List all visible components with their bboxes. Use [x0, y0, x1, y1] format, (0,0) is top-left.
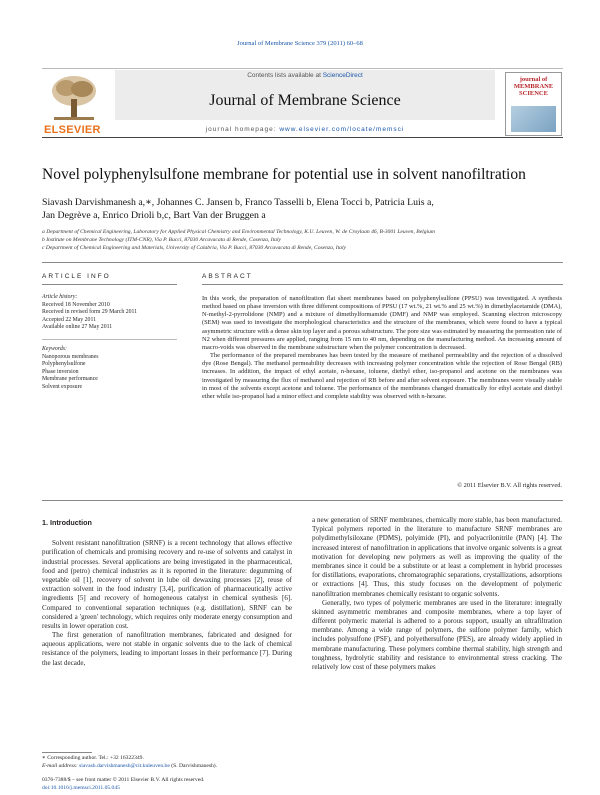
doi-link[interactable]: doi:10.1016/j.memsci.2011.05.045	[42, 785, 120, 791]
keyword: Solvent exposure	[42, 383, 83, 390]
history-item: Accepted 22 May 2011	[42, 316, 97, 323]
affiliation: a Department of Chemical Engineering, Laboratory for Applied Physical Chemistry and Environmental Technology, K.U. Leuven, W. de Croylaan 46, B-3001 Leuven, Belgium	[42, 229, 435, 235]
contents-prefix: Contents lists available at	[247, 72, 323, 79]
email-link[interactable]: siavash.darvishmanesh@cit.kuleuven.be	[79, 763, 170, 769]
history-item: Received in revised form 29 March 2011	[42, 309, 138, 316]
abstract-paragraph: The performance of the prepared membranes has been tested by the measure of methanol permeability and the rejection of a dissolved dye (Rose Bengal). The methanol permeability decreases with increasing polymer concentration while the rejection of Rose Bengal (RB) increases. In addition, the impact of ethyl acetate, n-hexane, toluene, diethyl ether, iso-propanol and acetone on the membranes was investigated by measuring the flux of methanol and rejection of RB before and after solvent exposure. The membranes were visually stable in most of the solvents except acetone and toluene. The performance of the membranes changed dramatically for ethyl acetate and diethyl ether while iso-propanol had a minor effect and complete stability was observed with n-hexane.	[202, 352, 562, 400]
article-title: Novel polyphenylsulfone membrane for potential use in solvent nanofiltration	[42, 166, 526, 183]
journal-name: Journal of Membrane Science	[209, 92, 401, 109]
journal-citation[interactable]: Journal of Membrane Science 379 (2011) 60–68	[237, 40, 363, 47]
body-paragraph: Generally, two types of polymeric membranes are used in the literature: integrally skinned asymmetric membranes and composite membranes, where a top layer of different polymeric material is adhered to a porous support, usually an ultrafiltration membrane. Among a wide range of polymers, the sulfone polymer family, which includes polysulfone (PSF), and polyethersulfone (PES), are already widely applied in membrane manufacturing. These polymers combine thermal stability, high strength and toughness, hydrolytic stability and resistance to environmental stress cracking. The relatively low cost of these polymers makes	[312, 598, 562, 671]
keyword: Phase inversion	[42, 368, 79, 375]
affiliation: b Institute on Membrane Technology (ITM-CNR), Via P. Bucci, 87030 Arcavacata di Rende, Cosenza, Italy	[42, 237, 281, 243]
history-item: Received 18 November 2010	[42, 301, 110, 308]
body-paragraph: a new generation of SRNF membranes, chemically more stable, has been manufactured. Typical polymers reported in the literature to manufacture SRNF membranes are polydimethylsiloxane (PDMS), polyimide (PI), and polyacrilonitrile (PAN) [4]. The increased interest of nanofiltration in applications that involve organic solvents is a great motivation for developing new polymers as well as improving the quality of the membranes since it could be a substitute or at least a complement in hybrid processes for distillations, evaporations, chromatographic separations, crystallizations, adsorptions or extractions [4]. Thus, this study focuses on the development of polymeric nanofiltration membranes chemically resistant to organic solvents.	[312, 516, 562, 598]
divider	[42, 339, 177, 340]
body-paragraph: The first generation of nanofiltration membranes, fabricated and designed for aqueous applications, were not stable in organic solvents due to the lack of chemical resistance of the polymers, leading to important losses in their performance [7]. During the last decade,	[42, 631, 292, 667]
footnote-divider	[42, 752, 92, 753]
body-paragraph: Solvent resistant nanofiltration (SRNF) is a recent technology that allows effective purification of chemicals and promising recovery and re-use of solvents and catalyst in industrial processes. Several applications are being investigated in the pharmaceutical, food and (petro) chemical industries as it is reported in the literature: degumming of vegetable oil [1], recovery of solvent in lube oil dewaxing processes [2], reuse of extraction solvent in the food industry [3,4], purification of pharmaceutically active ingredients [5] and recovery of homogeneous catalyst in chemical synthesis [6]. Compared to conventional separation techniques (e.g. distillation), SRNF can be considered a 'green' technology, which requires only moderate energy consumption and results in lower operation cost.	[42, 539, 292, 630]
section-heading: 1. Introduction	[42, 518, 92, 527]
keywords	[42, 346, 182, 392]
abstract-text	[202, 295, 562, 401]
corresponding-author-note: ∗ Corresponding author. Tel.: +32 16322349.	[42, 755, 144, 761]
journal-cover-thumbnail	[505, 72, 562, 136]
issn-line: 0376-7388/$ – see front matter © 2011 Elsevier B.V. All rights reserved.	[42, 777, 205, 783]
author-list	[42, 196, 562, 222]
authors-line: Siavash Darvishmanesh a,∗, Johannes C. Jansen b, Franco Tasselli b, Elena Tocci b, Patricia Luis a,	[42, 197, 434, 208]
elsevier-tree-logo	[44, 73, 104, 125]
keyword: Nanoporous membranes	[42, 353, 99, 360]
divider	[42, 500, 563, 501]
keyword: Polyphenylsulfone	[42, 361, 86, 368]
email-label: E-mail address:	[42, 763, 80, 769]
divider	[42, 262, 563, 263]
article-history	[42, 294, 182, 332]
cover-image	[511, 106, 556, 132]
abstract-heading: ABSTRACT	[202, 273, 253, 280]
sciencedirect-link[interactable]: ScienceDirect	[322, 72, 363, 79]
cover-title: journal of MEMBRANE SCIENCE	[513, 76, 554, 97]
homepage-prefix: journal homepage:	[205, 126, 280, 133]
homepage-link[interactable]: www.elsevier.com/locate/memsci	[279, 126, 405, 133]
email-suffix: (S. Darvishmanesh).	[169, 763, 218, 769]
copyright-notice: © 2011 Elsevier B.V. All rights reserved.	[457, 482, 562, 489]
keyword: Membrane performance	[42, 376, 98, 383]
affiliation: c Department of Chemical Engineering and Materials, University of Calabria, Via P. Bucci, 87030 Arcavacata di Rende, Cosenza, Italy	[42, 245, 346, 251]
journal-homepage	[115, 126, 495, 133]
divider	[42, 284, 177, 285]
history-label: Article history:	[42, 294, 78, 300]
history-item: Available online 27 May 2011	[42, 324, 113, 331]
article-info-heading: ARTICLE INFO	[42, 273, 111, 280]
abstract-paragraph: In this work, the preparation of nanofiltration flat sheet membranes based on polyphenylsulfone (PPSU) was investigated. A synthesis method based on phase inversion with three different compositions of PPSU (17 wt.%, 21 wt.% and 25 wt.%) in dimethylacetamide (DMA), N-methyl-2-pyrrolidone (NMP) and a mixture of dimethylformamide (DMF) and NMP was employed. Scanning electron microscopy (SEM) was used to investigate the morphological characteristics and the structure of the membranes, which were found to have a typical asymmetric structure with a dense skin top layer and a porous substructure. The pore size was estimated by measuring the permeation rate of N2 when different pressures are applied, ranging from 15 nm to 40 nm, depending on the manufacturing method. An increasing amount of macro-voids was observed in the membrane substructure when the polymer concentration is decreased.	[202, 295, 562, 351]
body-column-left	[42, 518, 292, 668]
contents-line	[115, 72, 495, 79]
publisher-name: ELSEVIER	[44, 124, 101, 136]
email-note	[42, 763, 297, 770]
keywords-label: Keywords:	[42, 346, 67, 352]
authors-line: Jan Degrève a, Enrico Drioli b,c, Bart Van der Bruggen a	[42, 210, 266, 221]
body-column-right	[312, 516, 562, 672]
divider	[202, 284, 563, 285]
